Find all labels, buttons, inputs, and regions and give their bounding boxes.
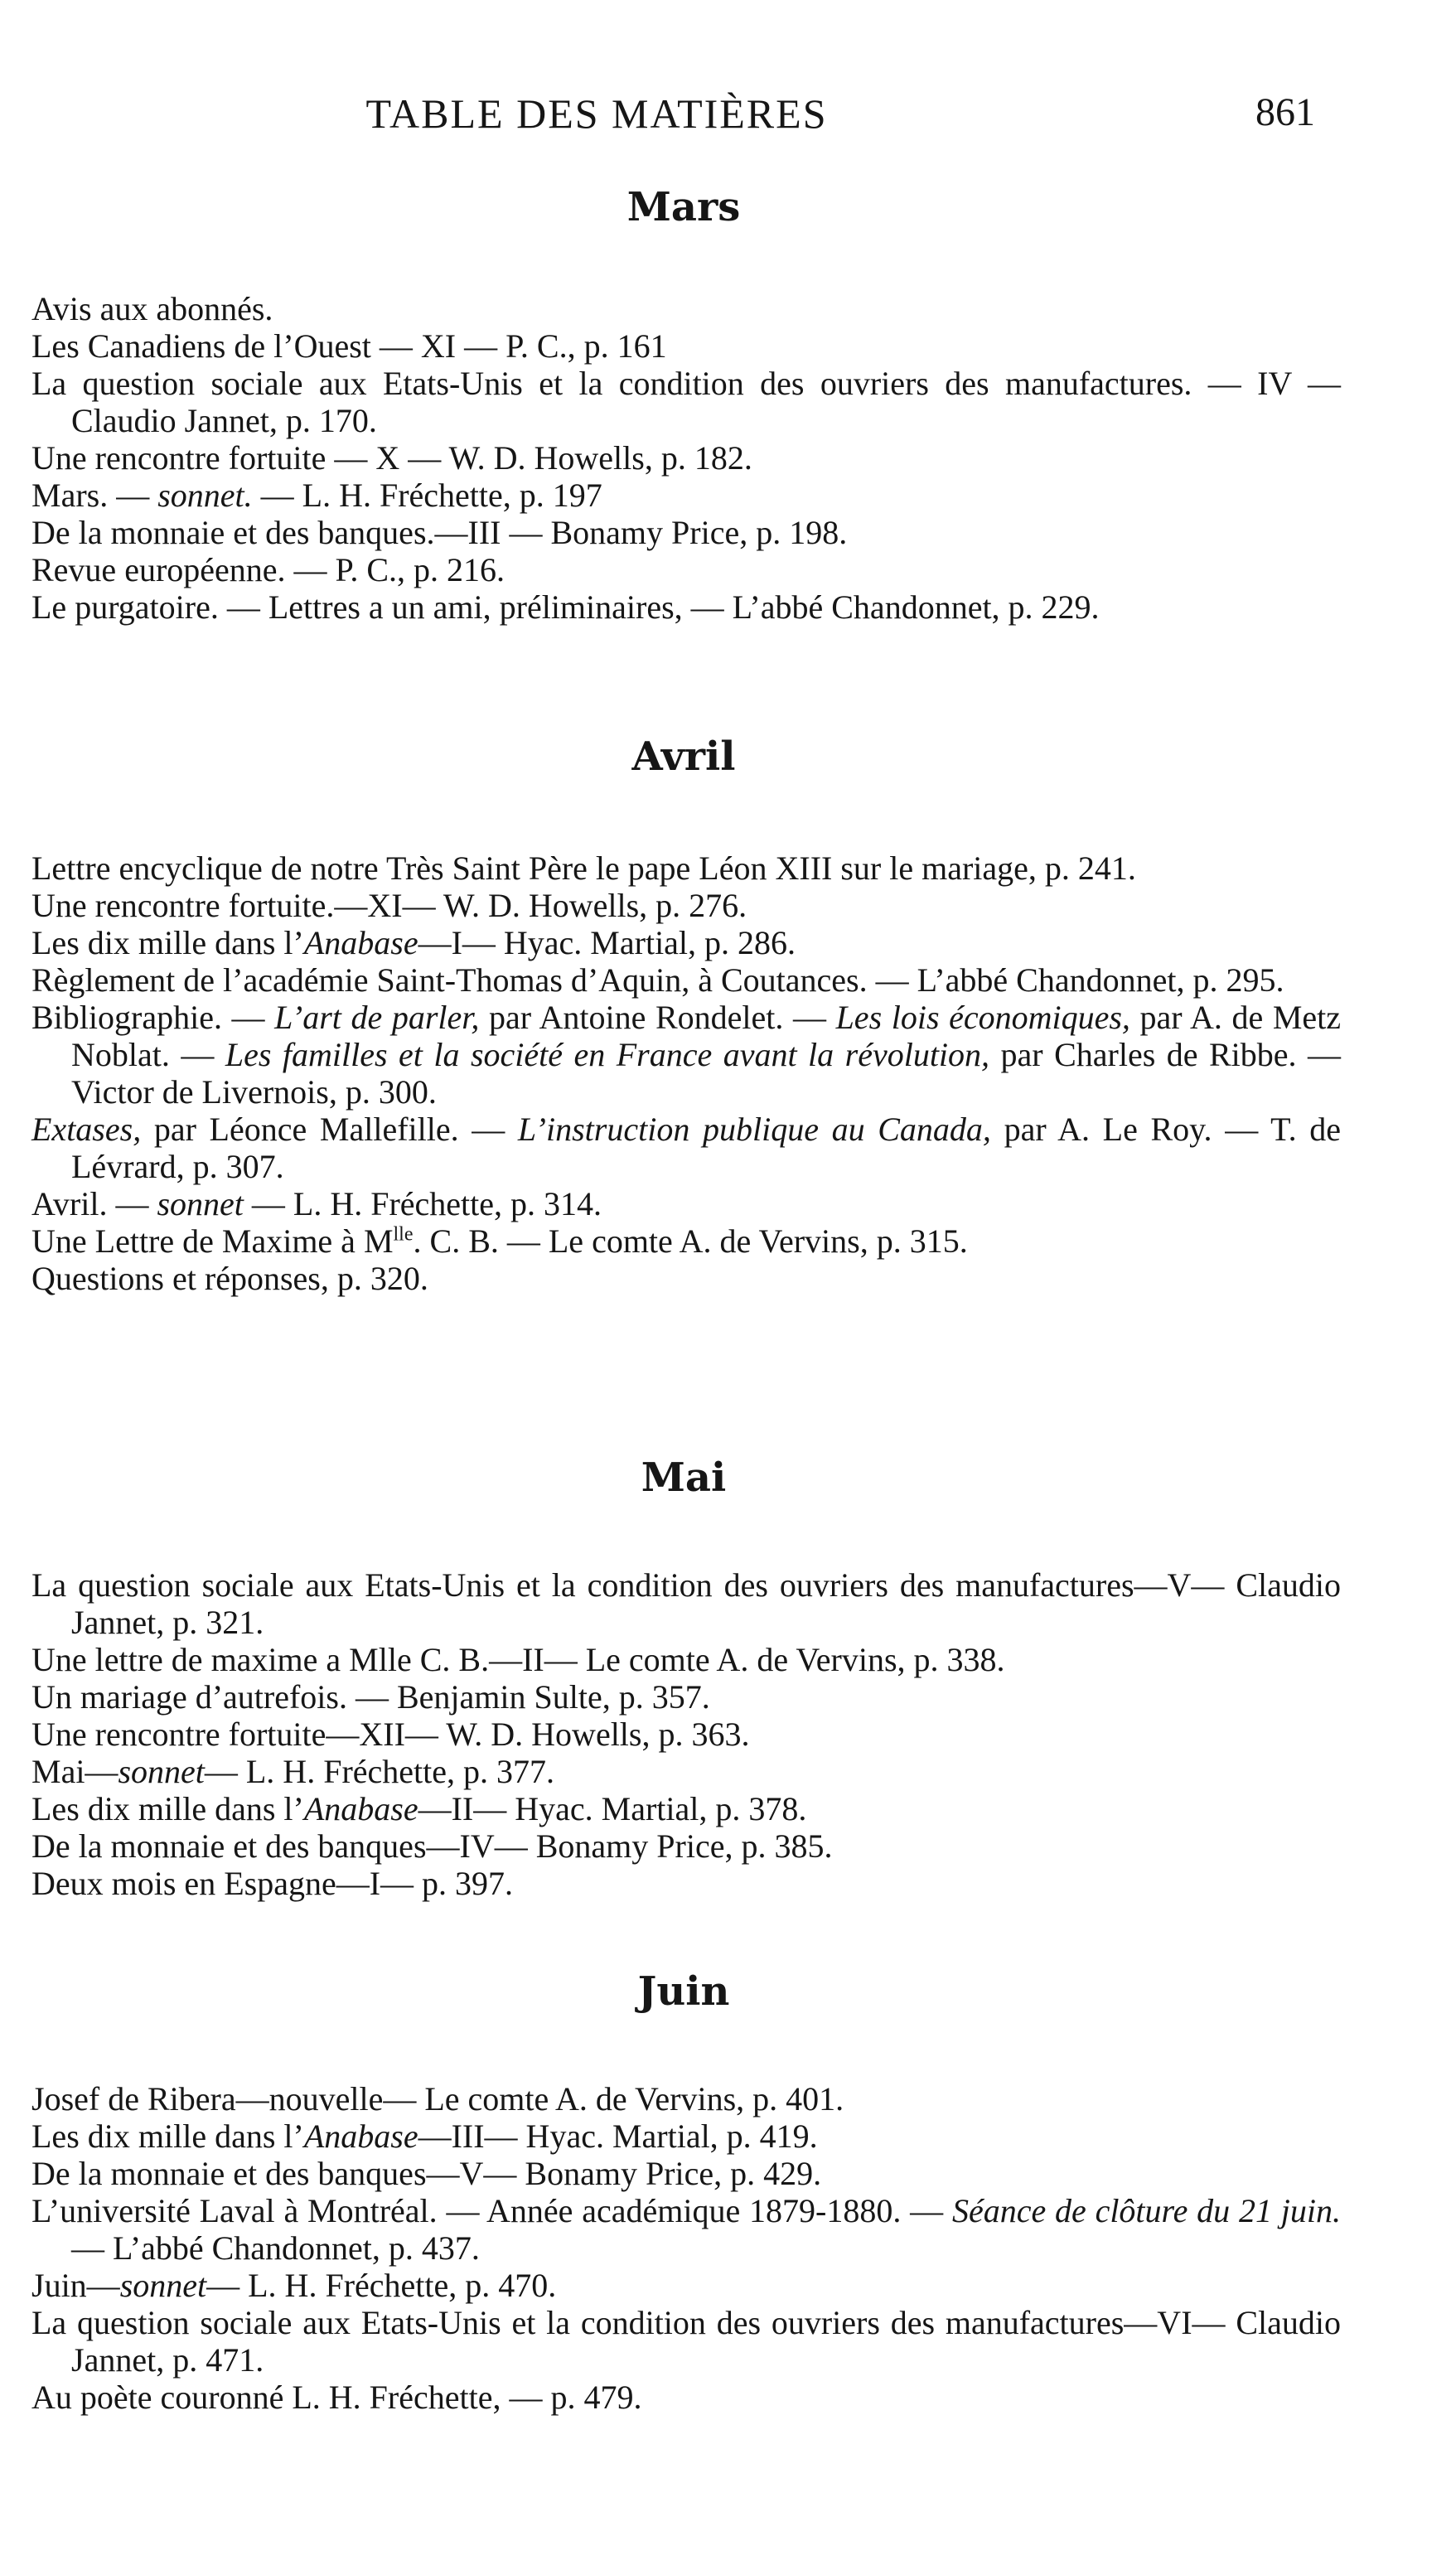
section-mai — [0, 1454, 1456, 1902]
toc-entry: Une rencontre fortuite — X — W. D. Howells, p. 182. — [31, 439, 752, 477]
toc-entry: Au poète couronné L. H. Fréchette, — p. 479. — [31, 2379, 642, 2416]
toc-entry: Les dix mille dans l’Anabase—I— Hyac. Martial, p. 286. — [31, 924, 796, 961]
italic-title: Anabase — [303, 924, 418, 961]
toc-entry: De la monnaie et des banques—IV— Bonamy Price, p. 385. — [31, 1827, 833, 1865]
italic-title: Les lois économiques, — [835, 999, 1130, 1036]
toc-entry: La question sociale aux Etats-Unis et la condition des ouvriers des manufactures. — IV — Claudio Jannet, p. 170. — [31, 365, 1341, 439]
italic-title: Anabase — [303, 2117, 418, 2155]
toc-entry: Questions et réponses, p. 320. — [31, 1260, 428, 1297]
italic-title: Extases, — [31, 1111, 142, 1148]
toc-entry: Mai—sonnet— L. H. Fréchette, p. 377. — [31, 1753, 555, 1790]
entry-list — [31, 849, 1341, 1297]
italic-title: sonnet — [119, 2267, 207, 2304]
italic-title: sonnet. — [157, 477, 253, 514]
toc-entry: De la monnaie et des banques.—III — Bonamy Price, p. 198. — [31, 514, 848, 551]
toc-entry: Extases, par Léonce Mallefille. — L’instruction publique au Canada, par A. Le Roy. — T. de Lévrard, p. 307. — [31, 1111, 1341, 1185]
italic-title: L’instruction publique au Canada, — [517, 1111, 991, 1148]
toc-entry: La question sociale aux Etats-Unis et la condition des ouvriers des manufactures—VI— Claudio Jannet, p. 471. — [31, 2304, 1341, 2379]
toc-entry: De la monnaie et des banques—V— Bonamy Price, p. 429. — [31, 2155, 822, 2192]
toc-entry: Une rencontre fortuite.—XI— W. D. Howells, p. 276. — [31, 887, 747, 924]
toc-entry: Le purgatoire. — Lettres a un ami, préliminaires, — L’abbé Chandonnet, p. 229. — [31, 588, 1100, 626]
running-head — [0, 90, 1456, 148]
toc-entry: Une Lettre de Maxime à $M^{lle}$. C. B. — Le comte A. de Vervins, p. 315. — [31, 1222, 968, 1260]
section-title: Avril — [631, 733, 736, 780]
italic-title: sonnet — [157, 1185, 244, 1222]
toc-entry: Mars. — sonnet. — L. H. Fréchette, p. 197 — [31, 477, 602, 514]
italic-title: Séance de clôture du 21 juin. — [951, 2192, 1342, 2229]
toc-entry: Josef de Ribera—nouvelle— Le comte A. de Vervins, p. 401. — [31, 2080, 844, 2117]
toc-entry: Les Canadiens de l’Ouest — XI — P. C., p. 161 — [31, 327, 667, 365]
superscript: lle — [393, 1223, 414, 1246]
toc-entry: Juin—sonnet— L. H. Fréchette, p. 470. — [31, 2267, 557, 2304]
toc-entry: Revue européenne. — P. C., p. 216. — [31, 551, 505, 588]
running-title: TABLE DES MATIÈRES — [365, 90, 828, 137]
toc-entry: Bibliographie. — L’art de parler, par Antoine Rondelet. — Les lois économiques, par A. de Metz Noblat. — Les familles et la société en France avant la révolution, par Charles de Ribbe. — Victor de Livernois, p. 300. — [31, 999, 1342, 1111]
italic-title: sonnet — [118, 1753, 205, 1790]
italic-title: L’art de parler, — [274, 999, 480, 1036]
toc-entry: Avril. — sonnet — L. H. Fréchette, p. 314. — [31, 1185, 602, 1222]
toc-entry: Règlement de l’académie Saint-Thomas d’Aquin, à Coutances. — L’abbé Chandonnet, p. 295. — [31, 961, 1284, 999]
toc-entry: Un mariage d’autrefois. — Benjamin Sulte, p. 357. — [31, 1678, 710, 1716]
page-number: 861 — [1255, 90, 1315, 134]
entry-list — [31, 1566, 1341, 1902]
toc-entry: Une lettre de maxime a Mlle C. B.—II— Le comte A. de Vervins, p. 338. — [31, 1641, 1005, 1678]
toc-entry: Lettre encyclique de notre Très Saint Père le pape Léon XIII sur le mariage, p. 241. — [31, 849, 1136, 887]
toc-entry: Les dix mille dans l’Anabase—II— Hyac. Martial, p. 378. — [31, 1790, 807, 1827]
toc-entry: Deux mois en Espagne—I— p. 397. — [31, 1865, 514, 1902]
toc-entry: L’université Laval à Montréal. — Année académique 1879-1880. — Séance de clôture du 21 juin. — L’abbé Chandonnet, p. 437. — [31, 2192, 1342, 2267]
entry-list — [31, 290, 1341, 626]
section-mars — [0, 184, 1456, 626]
italic-title: Les familles et la société en France avant la révolution, — [225, 1036, 990, 1073]
toc-entry: Avis aux abonnés. — [31, 290, 273, 327]
section-title: Juin — [637, 1968, 730, 2015]
entry-list — [31, 2080, 1341, 2416]
toc-entry: Les dix mille dans l’Anabase—III— Hyac. Martial, p. 419. — [31, 2117, 818, 2155]
section-title: Mai — [641, 1454, 727, 1501]
toc-entry: La question sociale aux Etats-Unis et la condition des ouvriers des manufactures—V— Claudio Jannet, p. 321. — [31, 1566, 1341, 1641]
italic-title: Anabase — [303, 1790, 418, 1827]
section-avril — [0, 733, 1456, 1297]
toc-entry: Une rencontre fortuite—XII— W. D. Howells, p. 363. — [31, 1716, 750, 1753]
section-juin — [0, 1968, 1456, 2416]
section-title: Mars — [626, 184, 741, 230]
